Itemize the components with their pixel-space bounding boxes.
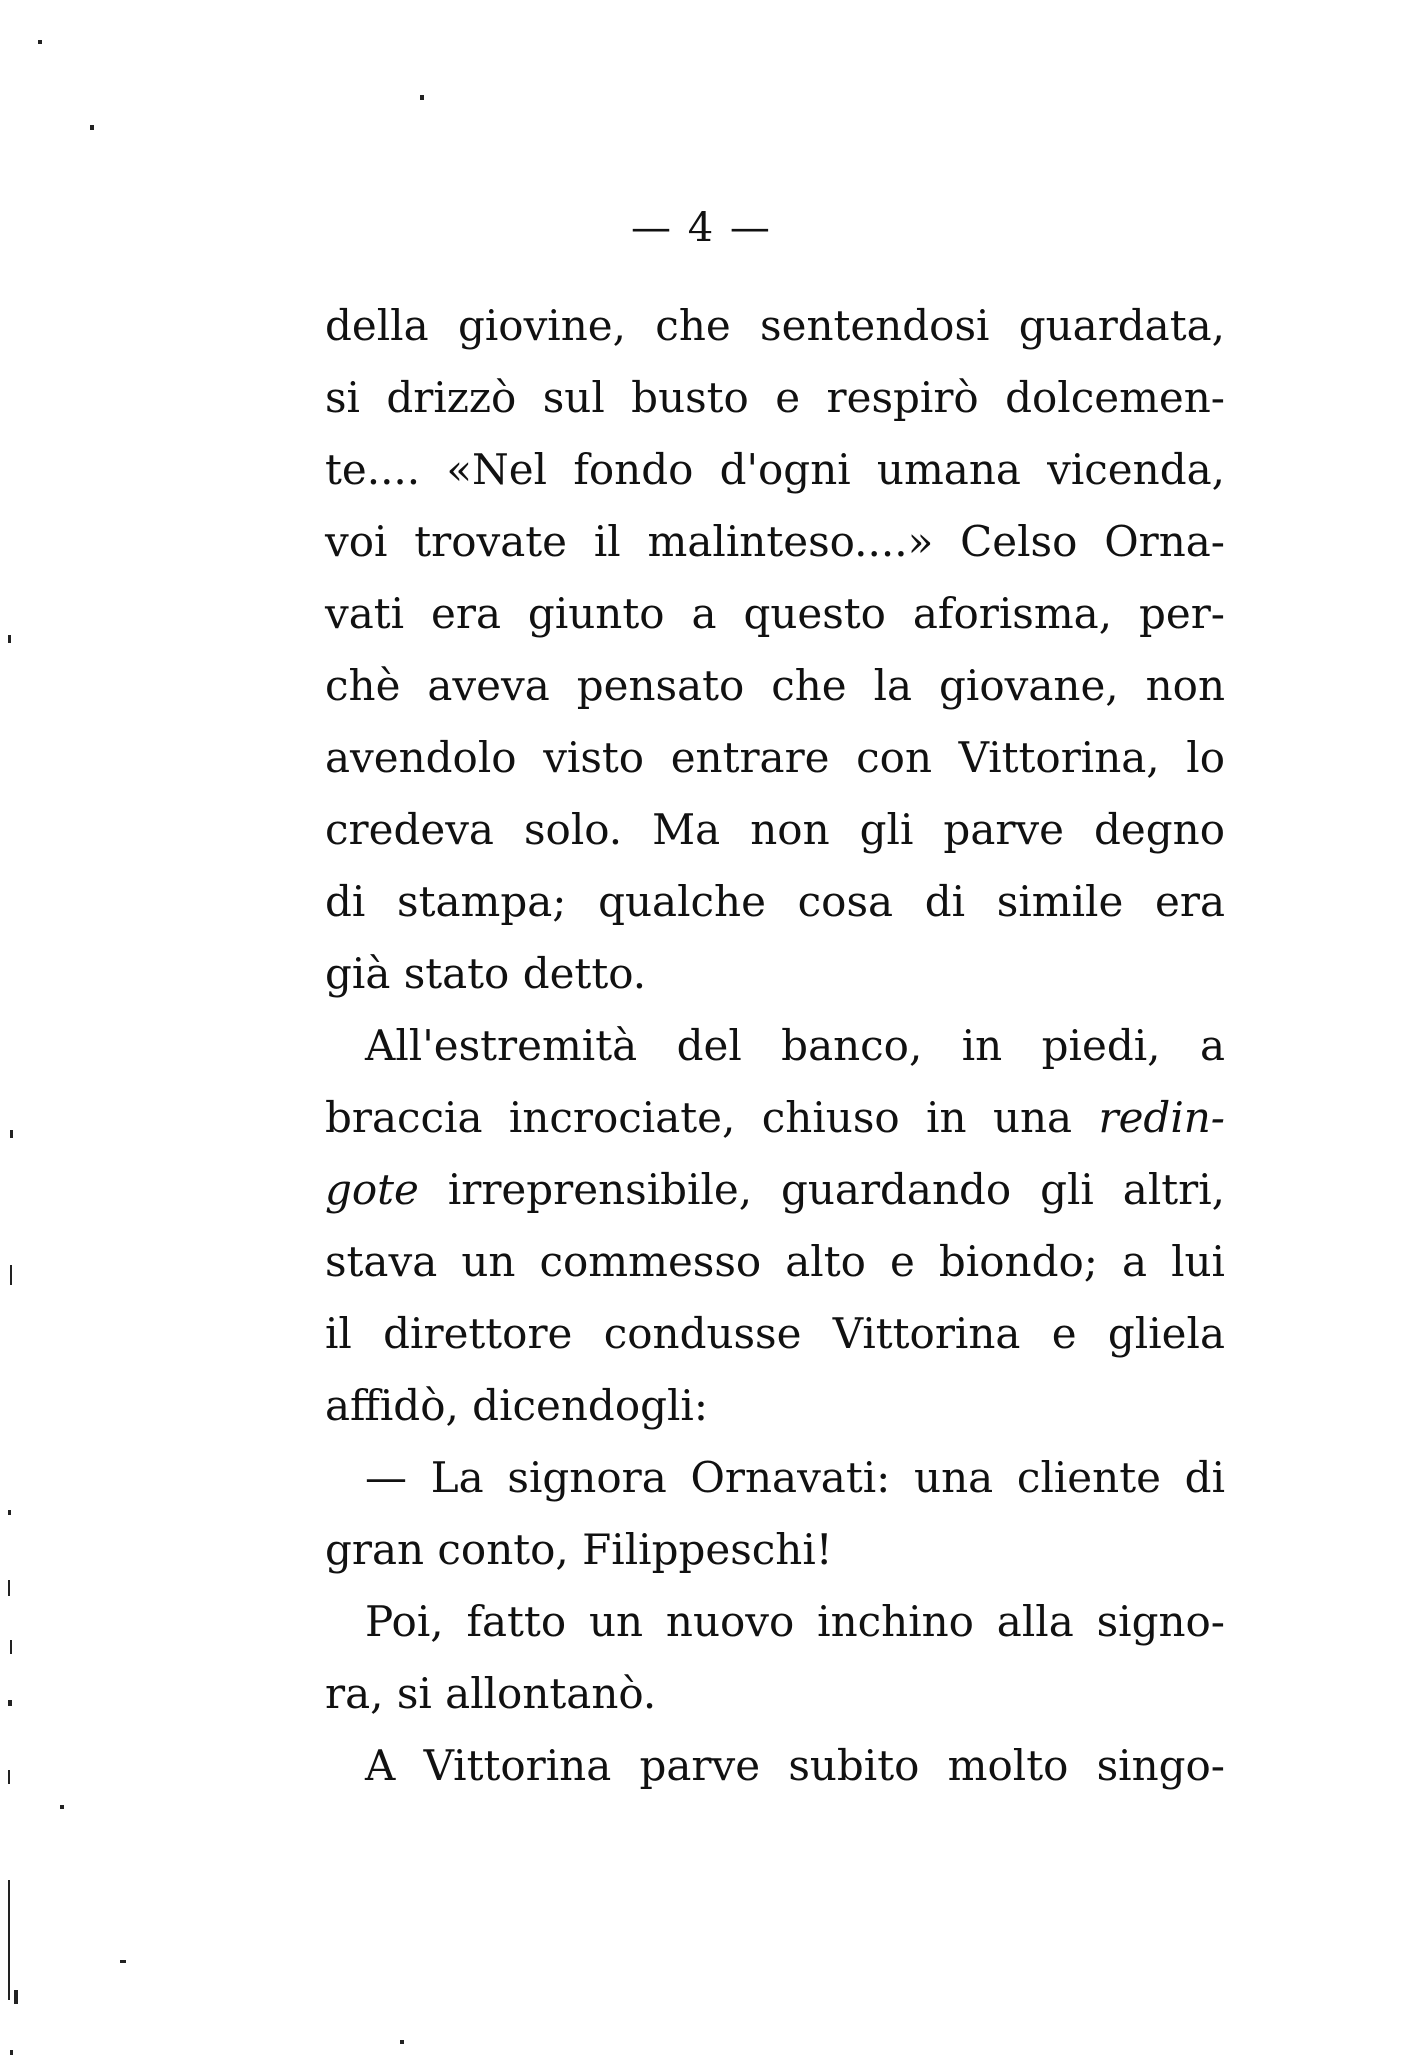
scan-speck	[8, 1880, 10, 2000]
scan-speck	[120, 1960, 126, 1963]
scan-speck	[400, 2040, 404, 2044]
scan-speck	[90, 125, 94, 130]
scan-speck	[8, 1580, 10, 1596]
text-line: di stampa; qualche cosa di simile era	[325, 877, 1225, 926]
scan-speck	[8, 1700, 12, 1706]
scan-speck	[14, 1990, 18, 2004]
text-segment: braccia incrociate, chiuso in una	[325, 1093, 1099, 1142]
text-line: ra, si allontanò.	[325, 1669, 657, 1718]
text-line: della giovine, che sentendosi guardata,	[325, 301, 1225, 350]
text-line: chè aveva pensato che la giovane, non	[325, 661, 1225, 710]
scan-speck	[10, 2050, 13, 2055]
text-line	[325, 1082, 1225, 1154]
text-line: credeva solo. Ma non gli parve degno	[325, 805, 1225, 854]
scan-speck	[10, 1265, 12, 1285]
text-line: il direttore condusse Vittorina e gliela	[325, 1309, 1225, 1358]
text-line: stava un commesso alto e biondo; a lui	[325, 1237, 1225, 1286]
text-line: vati era giunto a questo aforisma, per-	[325, 589, 1225, 638]
text-line: te.... «Nel fondo d'ogni umana vicenda,	[325, 445, 1225, 494]
scan-speck	[10, 1130, 13, 1138]
scan-speck	[420, 95, 424, 100]
scan-speck	[60, 1805, 64, 1809]
text-line: voi trovate il malinteso....» Celso Orna-	[325, 517, 1225, 566]
text-segment: irreprensibile, guardando gli altri,	[418, 1165, 1225, 1214]
text-line: A Vittorina parve subito molto singo-	[365, 1741, 1225, 1790]
text-line: si drizzò sul busto e respirò dolcemen-	[325, 373, 1225, 422]
text-line: avendolo visto entrare con Vittorina, lo	[325, 733, 1225, 782]
scan-speck	[10, 1640, 12, 1654]
text-line: già stato detto.	[325, 949, 647, 998]
text-line: Poi, fatto un nuovo inchino alla signo-	[365, 1597, 1225, 1646]
italic-word: gote	[325, 1165, 419, 1214]
body-text	[325, 290, 1225, 1802]
text-line: — La signora Ornavati: una cliente di	[365, 1453, 1225, 1502]
italic-word: redin-	[1098, 1093, 1225, 1142]
scan-speck	[8, 1510, 11, 1515]
text-line	[325, 1154, 1225, 1226]
text-line: All'estremità del banco, in piedi, a	[365, 1021, 1225, 1070]
scan-speck	[38, 40, 42, 44]
text-line: gran conto, Filippeschi!	[325, 1525, 833, 1574]
text-line: affidò, dicendogli:	[325, 1381, 709, 1430]
scan-speck	[8, 635, 11, 643]
scan-speck	[8, 1770, 10, 1784]
page-number: — 4 —	[631, 205, 772, 251]
